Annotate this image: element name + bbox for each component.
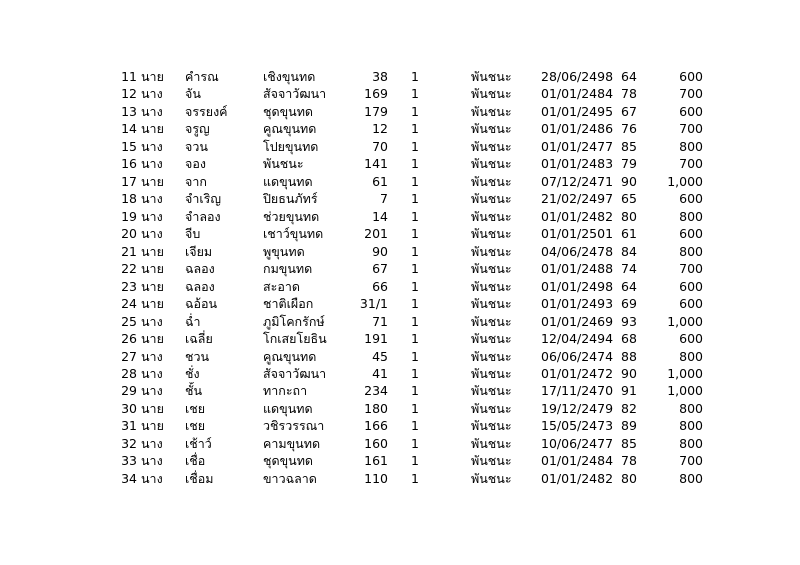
row-number-cell: 15 xyxy=(121,138,137,154)
title-prefix-cell: นาง xyxy=(141,86,163,102)
allowance-amount-cell: 600 xyxy=(679,103,703,119)
birth-date-cell: 01/01/2484 xyxy=(541,86,614,102)
subdistrict-cell: พันชนะ xyxy=(471,156,512,172)
last-name-cell: ภูมิโคกรักษ์ xyxy=(263,313,325,329)
allowance-amount-cell: 600 xyxy=(679,226,703,242)
subdistrict-cell: พันชนะ xyxy=(471,470,512,486)
allowance-amount-cell: 1,000 xyxy=(667,383,703,399)
age-cell: 80 xyxy=(621,208,637,224)
house-number-cell: 41 xyxy=(372,365,388,381)
title-prefix-cell: นาง xyxy=(141,348,163,364)
house-number-cell: 166 xyxy=(364,418,388,434)
title-prefix-cell: นาง xyxy=(141,365,163,381)
table-row xyxy=(103,260,703,277)
title-prefix-cell: นาง xyxy=(141,138,163,154)
house-number-cell: 141 xyxy=(364,156,388,172)
village-number-cell: 1 xyxy=(411,156,419,172)
title-prefix-cell: นาง xyxy=(141,453,163,469)
last-name-cell: ปิยธนภัทร์ xyxy=(263,191,318,207)
subdistrict-cell: พันชนะ xyxy=(471,313,512,329)
table-row xyxy=(103,417,703,434)
subdistrict-cell: พันชนะ xyxy=(471,348,512,364)
row-number-cell: 21 xyxy=(121,243,137,259)
elderly-allowance-table xyxy=(103,68,703,487)
last-name-cell: คูณขุนทด xyxy=(263,121,317,137)
first-name-cell: เชย xyxy=(185,418,206,434)
row-number-cell: 30 xyxy=(121,400,137,416)
subdistrict-cell: พันชนะ xyxy=(471,173,512,189)
last-name-cell: สัจจาวัฒนา xyxy=(263,365,327,381)
row-number-cell: 28 xyxy=(121,365,137,381)
age-cell: 80 xyxy=(621,470,637,486)
age-cell: 64 xyxy=(621,69,637,84)
row-number-cell: 27 xyxy=(121,348,137,364)
table-row xyxy=(103,295,703,312)
subdistrict-cell: พันชนะ xyxy=(471,261,512,277)
first-name-cell: ฉ่ำ xyxy=(185,313,201,329)
allowance-amount-cell: 700 xyxy=(679,86,703,102)
last-name-cell: คามขุนทด xyxy=(263,435,321,451)
row-number-cell: 12 xyxy=(121,86,137,102)
table-row xyxy=(103,365,703,382)
first-name-cell: จำเริญ xyxy=(185,191,221,207)
allowance-amount-cell: 700 xyxy=(679,121,703,137)
row-number-cell: 31 xyxy=(121,418,137,434)
village-number-cell: 1 xyxy=(411,173,419,189)
table-row xyxy=(103,348,703,365)
birth-date-cell: 12/04/2494 xyxy=(541,331,614,347)
row-number-cell: 29 xyxy=(121,383,137,399)
allowance-amount-cell: 700 xyxy=(679,156,703,172)
subdistrict-cell: พันชนะ xyxy=(471,453,512,469)
title-prefix-cell: นาย xyxy=(141,278,164,294)
allowance-amount-cell: 800 xyxy=(679,138,703,154)
village-number-cell: 1 xyxy=(411,103,419,119)
village-number-cell: 1 xyxy=(411,470,419,486)
last-name-cell: คูณขุนทด xyxy=(263,348,317,364)
allowance-amount-cell: 1,000 xyxy=(667,313,703,329)
birth-date-cell: 01/01/2486 xyxy=(541,121,614,137)
age-cell: 85 xyxy=(621,138,637,154)
last-name-cell: สัจจาวัฒนา xyxy=(263,86,327,102)
house-number-cell: 45 xyxy=(372,348,388,364)
last-name-cell: วชิรวรรณา xyxy=(263,418,325,434)
village-number-cell: 1 xyxy=(411,121,419,137)
allowance-amount-cell: 1,000 xyxy=(667,173,703,189)
house-number-cell: 66 xyxy=(372,278,388,294)
table-row xyxy=(103,278,703,295)
last-name-cell: เชิงขุนทด xyxy=(263,69,316,84)
village-number-cell: 1 xyxy=(411,348,419,364)
first-name-cell: จำลอง xyxy=(185,208,221,224)
subdistrict-cell: พันชนะ xyxy=(471,296,512,312)
row-number-cell: 34 xyxy=(121,470,137,486)
row-number-cell: 23 xyxy=(121,278,137,294)
last-name-cell: ชาติเผือก xyxy=(263,296,314,312)
house-number-cell: 234 xyxy=(364,383,388,399)
age-cell: 82 xyxy=(621,400,637,416)
allowance-amount-cell: 600 xyxy=(679,331,703,347)
village-number-cell: 1 xyxy=(411,208,419,224)
birth-date-cell: 01/01/2472 xyxy=(541,365,614,381)
village-number-cell: 1 xyxy=(411,453,419,469)
village-number-cell: 1 xyxy=(411,331,419,347)
row-number-cell: 17 xyxy=(121,173,137,189)
subdistrict-cell: พันชนะ xyxy=(471,278,512,294)
last-name-cell: ช่วยขุนทด xyxy=(263,208,320,224)
house-number-cell: 70 xyxy=(372,138,388,154)
birth-date-cell: 01/01/2484 xyxy=(541,453,614,469)
allowance-amount-cell: 800 xyxy=(679,208,703,224)
first-name-cell: จวน xyxy=(185,138,208,154)
age-cell: 78 xyxy=(621,453,637,469)
birth-date-cell: 01/01/2483 xyxy=(541,156,614,172)
subdistrict-cell: พันชนะ xyxy=(471,243,512,259)
age-cell: 90 xyxy=(621,365,637,381)
first-name-cell: เฉลี่ย xyxy=(185,331,213,347)
table-row xyxy=(103,190,703,207)
title-prefix-cell: นาย xyxy=(141,121,164,137)
subdistrict-cell: พันชนะ xyxy=(471,383,512,399)
title-prefix-cell: นาง xyxy=(141,103,163,119)
village-number-cell: 1 xyxy=(411,226,419,242)
house-number-cell: 180 xyxy=(364,400,388,416)
first-name-cell: จีบ xyxy=(185,226,201,242)
age-cell: 61 xyxy=(621,226,637,242)
table-row xyxy=(103,85,703,102)
house-number-cell: 61 xyxy=(372,173,388,189)
table-row xyxy=(103,400,703,417)
village-number-cell: 1 xyxy=(411,138,419,154)
table-row xyxy=(103,435,703,452)
house-number-cell: 12 xyxy=(372,121,388,137)
house-number-cell: 161 xyxy=(364,453,388,469)
last-name-cell: ชุดขุนทด xyxy=(263,453,314,469)
village-number-cell: 1 xyxy=(411,383,419,399)
allowance-amount-cell: 700 xyxy=(679,261,703,277)
title-prefix-cell: นาง xyxy=(141,156,163,172)
age-cell: 85 xyxy=(621,435,637,451)
subdistrict-cell: พันชนะ xyxy=(471,69,512,84)
row-number-cell: 16 xyxy=(121,156,137,172)
row-number-cell: 18 xyxy=(121,191,137,207)
age-cell: 69 xyxy=(621,296,637,312)
first-name-cell: จรรยงค์ xyxy=(185,103,228,119)
title-prefix-cell: นาย xyxy=(141,400,164,416)
subdistrict-cell: พันชนะ xyxy=(471,208,512,224)
title-prefix-cell: นาง xyxy=(141,435,163,451)
first-name-cell: เจียม xyxy=(185,243,213,259)
first-name-cell: ชวน xyxy=(185,348,210,364)
title-prefix-cell: นาง xyxy=(141,226,163,242)
title-prefix-cell: นาย xyxy=(141,331,164,347)
birth-date-cell: 21/02/2497 xyxy=(541,191,614,207)
last-name-cell: ชุดขุนทด xyxy=(263,103,314,119)
allowance-amount-cell: 600 xyxy=(679,278,703,294)
village-number-cell: 1 xyxy=(411,261,419,277)
age-cell: 74 xyxy=(621,261,637,277)
age-cell: 88 xyxy=(621,348,637,364)
birth-date-cell: 01/01/2495 xyxy=(541,103,614,119)
subdistrict-cell: พันชนะ xyxy=(471,226,512,242)
house-number-cell: 90 xyxy=(372,243,388,259)
table-row xyxy=(103,208,703,225)
subdistrict-cell: พันชนะ xyxy=(471,191,512,207)
table-row xyxy=(103,225,703,242)
title-prefix-cell: นาง xyxy=(141,383,163,399)
age-cell: 91 xyxy=(621,383,637,399)
allowance-amount-cell: 800 xyxy=(679,435,703,451)
row-number-cell: 13 xyxy=(121,103,137,119)
first-name-cell: ชั่ง xyxy=(185,365,200,381)
subdistrict-cell: พันชนะ xyxy=(471,400,512,416)
house-number-cell: 71 xyxy=(372,313,388,329)
age-cell: 84 xyxy=(621,243,637,259)
row-number-cell: 19 xyxy=(121,208,137,224)
house-number-cell: 67 xyxy=(372,261,388,277)
table-row xyxy=(103,243,703,260)
table-row xyxy=(103,173,703,190)
title-prefix-cell: นาย xyxy=(141,69,164,84)
village-number-cell: 1 xyxy=(411,365,419,381)
row-number-cell: 22 xyxy=(121,261,137,277)
last-name-cell: กมขุนทด xyxy=(263,261,313,277)
birth-date-cell: 01/01/2501 xyxy=(541,226,614,242)
subdistrict-cell: พันชนะ xyxy=(471,418,512,434)
birth-date-cell: 01/01/2493 xyxy=(541,296,614,312)
first-name-cell: ชั้น xyxy=(185,383,203,399)
row-number-cell: 25 xyxy=(121,313,137,329)
first-name-cell: เชื่อม xyxy=(185,470,214,486)
last-name-cell: โกเสยโยธิน xyxy=(263,331,327,347)
birth-date-cell: 04/06/2478 xyxy=(541,243,614,259)
house-number-cell: 31/1 xyxy=(359,296,388,312)
last-name-cell: แดขุนทด xyxy=(263,400,313,416)
subdistrict-cell: พันชนะ xyxy=(471,435,512,451)
allowance-amount-cell: 1,000 xyxy=(667,365,703,381)
birth-date-cell: 15/05/2473 xyxy=(541,418,614,434)
first-name-cell: จรูญ xyxy=(185,121,210,137)
last-name-cell: เชาว์ขุนทด xyxy=(263,226,324,242)
allowance-amount-cell: 800 xyxy=(679,470,703,486)
allowance-amount-cell: 600 xyxy=(679,191,703,207)
village-number-cell: 1 xyxy=(411,296,419,312)
table-row xyxy=(103,382,703,399)
first-name-cell: ฉลอง xyxy=(185,261,215,277)
table-row xyxy=(103,138,703,155)
title-prefix-cell: นาย xyxy=(141,296,164,312)
subdistrict-cell: พันชนะ xyxy=(471,365,512,381)
village-number-cell: 1 xyxy=(411,243,419,259)
village-number-cell: 1 xyxy=(411,191,419,207)
birth-date-cell: 28/06/2498 xyxy=(541,69,614,84)
house-number-cell: 191 xyxy=(364,331,388,347)
first-name-cell: ฉอ้อน xyxy=(185,296,218,312)
allowance-amount-cell: 600 xyxy=(679,296,703,312)
row-number-cell: 24 xyxy=(121,296,137,312)
last-name-cell: พันชนะ xyxy=(263,156,304,172)
age-cell: 76 xyxy=(621,121,637,137)
village-number-cell: 1 xyxy=(411,435,419,451)
allowance-amount-cell: 600 xyxy=(679,69,703,84)
allowance-amount-cell: 800 xyxy=(679,418,703,434)
house-number-cell: 179 xyxy=(364,103,388,119)
birth-date-cell: 01/01/2498 xyxy=(541,278,614,294)
house-number-cell: 38 xyxy=(372,69,388,84)
table-row xyxy=(103,470,703,487)
birth-date-cell: 01/01/2469 xyxy=(541,313,614,329)
age-cell: 65 xyxy=(621,191,637,207)
allowance-amount-cell: 800 xyxy=(679,243,703,259)
row-number-cell: 32 xyxy=(121,435,137,451)
title-prefix-cell: นาย xyxy=(141,261,164,277)
title-prefix-cell: นาย xyxy=(141,418,164,434)
age-cell: 93 xyxy=(621,313,637,329)
village-number-cell: 1 xyxy=(411,86,419,102)
table-row xyxy=(103,452,703,469)
house-number-cell: 201 xyxy=(364,226,388,242)
village-number-cell: 1 xyxy=(411,400,419,416)
birth-date-cell: 01/01/2482 xyxy=(541,208,614,224)
title-prefix-cell: นาง xyxy=(141,191,163,207)
title-prefix-cell: นาง xyxy=(141,313,163,329)
subdistrict-cell: พันชนะ xyxy=(471,103,512,119)
row-number-cell: 26 xyxy=(121,331,137,347)
first-name-cell: ฉลอง xyxy=(185,278,215,294)
table-row xyxy=(103,120,703,137)
subdistrict-cell: พันชนะ xyxy=(471,121,512,137)
row-number-cell: 11 xyxy=(121,69,137,84)
first-name-cell: เชื่อ xyxy=(185,453,206,469)
last-name-cell: พูขุนทด xyxy=(263,243,305,259)
birth-date-cell: 07/12/2471 xyxy=(541,173,614,189)
last-name-cell: สะอาด xyxy=(263,278,300,294)
village-number-cell: 1 xyxy=(411,418,419,434)
row-number-cell: 33 xyxy=(121,453,137,469)
village-number-cell: 1 xyxy=(411,69,419,84)
table-row xyxy=(103,155,703,172)
birth-date-cell: 01/01/2477 xyxy=(541,138,614,154)
row-number-cell: 14 xyxy=(121,121,137,137)
row-number-cell: 20 xyxy=(121,226,137,242)
house-number-cell: 110 xyxy=(364,470,388,486)
first-name-cell: เช้าว์ xyxy=(185,435,212,451)
title-prefix-cell: นาง xyxy=(141,470,163,486)
table-body xyxy=(103,68,703,487)
last-name-cell: โปยขุนทด xyxy=(263,138,319,154)
birth-date-cell: 17/11/2470 xyxy=(541,383,614,399)
age-cell: 67 xyxy=(621,103,637,119)
title-prefix-cell: นาย xyxy=(141,243,164,259)
village-number-cell: 1 xyxy=(411,278,419,294)
subdistrict-cell: พันชนะ xyxy=(471,331,512,347)
age-cell: 89 xyxy=(621,418,637,434)
age-cell: 90 xyxy=(621,173,637,189)
house-number-cell: 14 xyxy=(372,208,388,224)
birth-date-cell: 06/06/2474 xyxy=(541,348,614,364)
table-row xyxy=(103,68,703,85)
last-name-cell: ขาวฉลาด xyxy=(263,470,317,486)
first-name-cell: คำรณ xyxy=(185,69,219,84)
title-prefix-cell: นาง xyxy=(141,208,163,224)
house-number-cell: 7 xyxy=(380,191,388,207)
age-cell: 68 xyxy=(621,331,637,347)
allowance-amount-cell: 800 xyxy=(679,348,703,364)
birth-date-cell: 19/12/2479 xyxy=(541,400,614,416)
first-name-cell: จัน xyxy=(185,86,201,102)
house-number-cell: 160 xyxy=(364,435,388,451)
birth-date-cell: 01/01/2482 xyxy=(541,470,614,486)
age-cell: 78 xyxy=(621,86,637,102)
last-name-cell: แดขุนทด xyxy=(263,173,313,189)
age-cell: 79 xyxy=(621,156,637,172)
birth-date-cell: 01/01/2488 xyxy=(541,261,614,277)
allowance-amount-cell: 700 xyxy=(679,453,703,469)
title-prefix-cell: นาย xyxy=(141,173,164,189)
table-row xyxy=(103,330,703,347)
subdistrict-cell: พันชนะ xyxy=(471,86,512,102)
first-name-cell: จาก xyxy=(185,173,207,189)
age-cell: 64 xyxy=(621,278,637,294)
house-number-cell: 169 xyxy=(364,86,388,102)
table-row xyxy=(103,313,703,330)
subdistrict-cell: พันชนะ xyxy=(471,138,512,154)
birth-date-cell: 10/06/2477 xyxy=(541,435,614,451)
allowance-amount-cell: 800 xyxy=(679,400,703,416)
table-row xyxy=(103,103,703,120)
last-name-cell: ทากะถา xyxy=(263,383,308,399)
first-name-cell: เชย xyxy=(185,400,206,416)
village-number-cell: 1 xyxy=(411,313,419,329)
first-name-cell: จอง xyxy=(185,156,206,172)
